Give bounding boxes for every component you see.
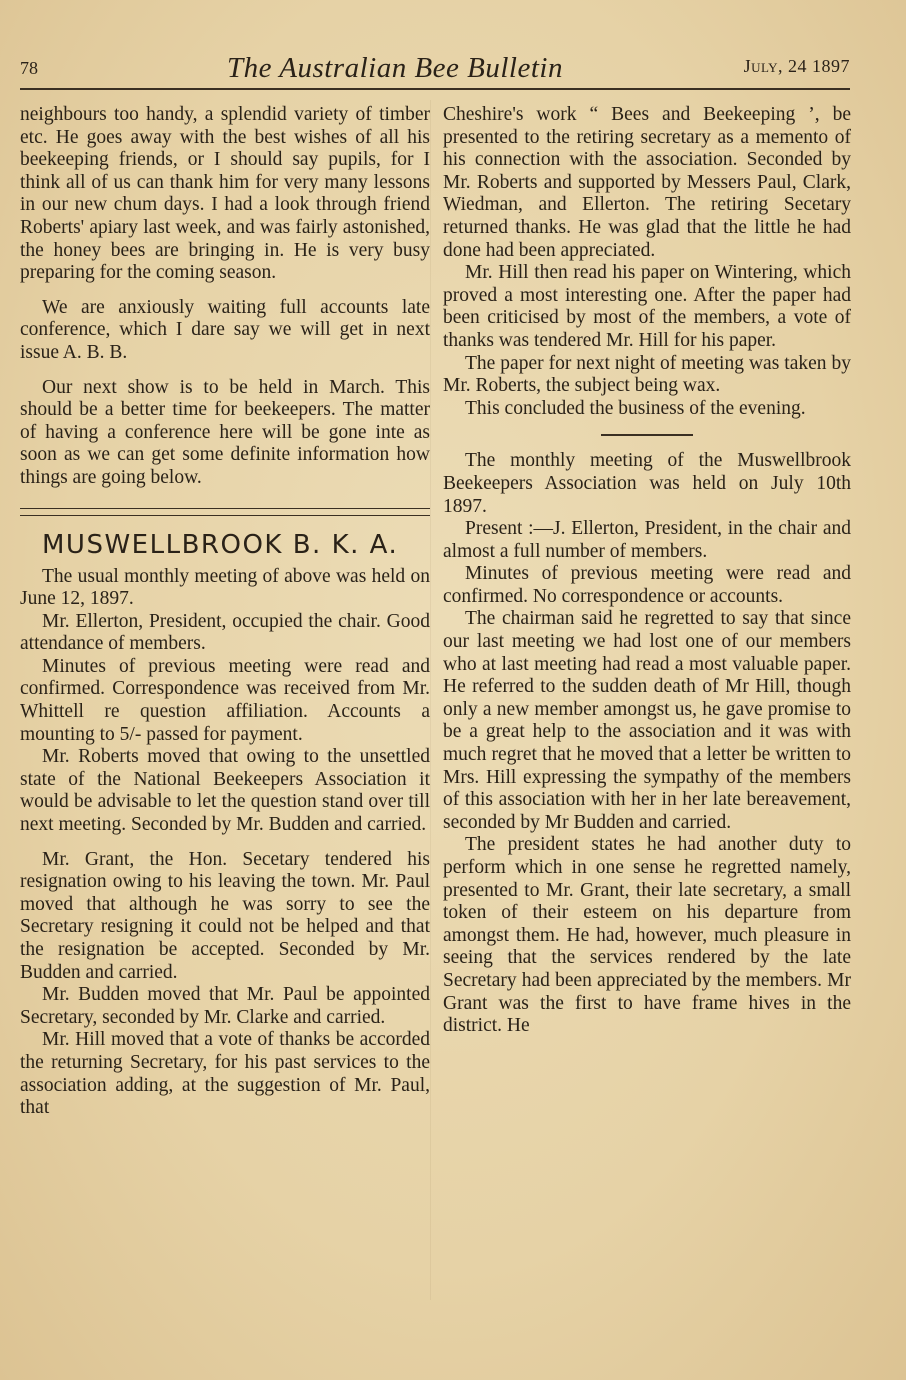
section-divider (20, 508, 430, 516)
paragraph: The president states he had another duty to perform which in one sense he regretted namely, presented to Mr. Grant, their late secretary, a small token of their esteem on his departure from amongst them. He had, however, much pleasure in seeing that the services rendered by the late Secretary had been appreciated by the members. Mr Grant was the first to have frame hives in the district. He (443, 834, 851, 1037)
issue-date: July, 24 1897 (743, 56, 850, 76)
page-number: 78 (20, 58, 38, 78)
paragraph: Mr. Budden moved that Mr. Paul be appointed Secretary, seconded by Mr. Clarke and carried. (20, 984, 430, 1028)
short-divider (601, 434, 693, 436)
left-column (20, 104, 430, 1120)
paragraph: Mr. Ellerton, President, occupied the chair. Good attendance of members. (20, 610, 430, 655)
paragraph: Mr. Roberts moved that owing to the unsettled state of the National Beekeepers Association it would be advisable to let the question stand over till next meeting. Seconded by Mr. Budden and carried. (20, 746, 430, 836)
journal-title: The Australian Bee Bulletin (227, 52, 563, 84)
paragraph: Mr. Grant, the Hon. Secetary tendered his resignation owing to his leaving the town. Mr. Paul moved that although he was sorry to see the Secretary resigning it could not be helped and that the resignation be accepted. Seconded by Mr. Budden and carried. (20, 848, 430, 983)
paragraph: The usual monthly meeting of above was held on June 12, 1897. (20, 565, 430, 610)
paragraph: Mr. Hill moved that a vote of thanks be accorded the returning Secretary, for his past services to the association adding, at the suggestion of Mr. Paul, that (20, 1029, 430, 1119)
paragraph: Minutes of previous meeting were read and confirmed. Correspondence was received from Mr. Whittell re question affiliation. Accounts a mounting to 5/- passed for payment. (20, 655, 430, 745)
paragraph: The monthly meeting of the Muswellbrook Beekeepers Association was held on July 10th 1897. (443, 450, 851, 517)
paragraph: Present :—J. Ellerton, President, in the chair and almost a full number of members. (443, 518, 851, 562)
paragraph: This concluded the business of the evening. (465, 397, 806, 419)
paragraph: We are anxiously waiting full accounts late conference, which I dare say we will get in next issue A. B. B. (20, 296, 430, 363)
page-header (20, 52, 850, 90)
section-heading: MUSWELLBROOK B. K. A. (42, 529, 399, 560)
column-gutter (430, 100, 431, 1300)
right-column (443, 104, 851, 1038)
paragraph: The paper for next night of meeting was taken by Mr. Roberts, the subject being wax. (443, 352, 851, 397)
paragraph: neighbours too handy, a splendid variety of timber etc. He goes away with the best wishes of all his beekeeping friends, or I should say pupils, for I think all of us can thank him for very many lessons in our new chum days. I had a look through friend Roberts' apiary last week, and was fairly astonished, the honey bees are bringing in. He is very busy preparing for the coming season. (20, 104, 430, 284)
paragraph: Mr. Hill then read his paper on Wintering, which proved a most interesting one. After the paper had been criticised by most of the members, a vote of thanks was tendered Mr. Hill for his paper. (443, 262, 851, 351)
paragraph: Minutes of previous meeting were read and confirmed. No correspondence or accounts. (443, 563, 851, 607)
paragraph: The chairman said he regretted to say that since our last meeting we had lost one of our members who at last meeting had read a most valuable paper. He referred to the sudden death of Mr Hill, though only a new member amongst us, he gave promise to be a great help to the association and it was with much regret that he moved that a letter be written to Mrs. Hill expressing the sympathy of the members of this association with her in her late bereavement, seconded by Mr Budden and carried. (443, 608, 851, 833)
paragraph: Our next show is to be held in March. This should be a better time for beekeepers. The matter of having a conference here will be gone inte as soon as we can get some definite information how things are going below. (20, 376, 430, 488)
header-rule (20, 88, 850, 90)
paragraph: Cheshire's work “ Bees and Beekeeping ’, be presented to the retiring secretary as a memento of his connection with the association. Seconded by Mr. Roberts and supported by Messers Paul, Clark, Wiedman, and Ellerton. The retiring Secetary returned thanks. He was glad that the little he had done had been appreciated. (443, 104, 851, 261)
